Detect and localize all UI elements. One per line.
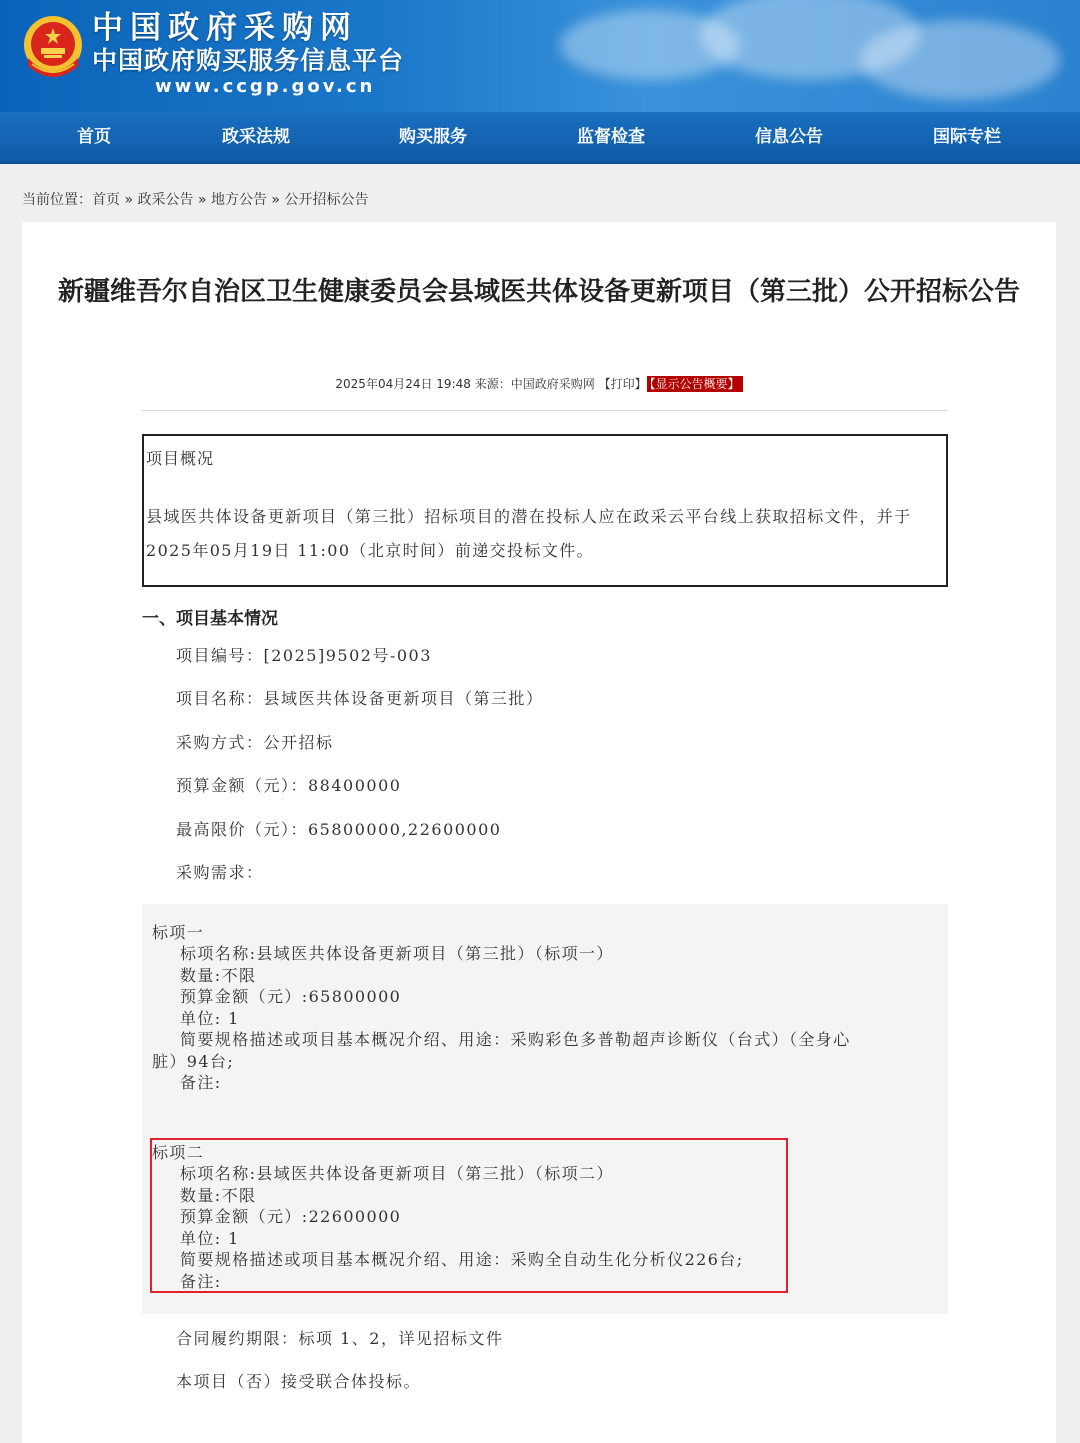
lot2-name: 标项名称:县域医共体设备更新项目（第三批）（标项二）: [180, 1164, 614, 1183]
site-url[interactable]: www.ccgp.gov.cn: [155, 76, 376, 97]
article-date: 2025年04月24日 19:48: [335, 377, 471, 391]
overview-text: 县域医共体设备更新项目（第三批）招标项目的潜在投标人应在政采云平台线上获取招标文件，并于2025年05月19日 11:00（北京时间）前递交投标文件。: [146, 507, 912, 560]
nav-item-announcements[interactable]: 信息公告: [755, 127, 823, 147]
breadcrumb-home[interactable]: 首页: [92, 192, 120, 208]
breadcrumb-procurement-notices[interactable]: 政采公告: [137, 192, 194, 208]
site-subtitle: 中国政府购买服务信息平台: [92, 46, 405, 75]
breadcrumb-separator: »: [271, 192, 280, 208]
lot1-header: 标项一: [152, 923, 205, 942]
field-project-name: 项目名称：县域医共体设备更新项目（第三批）: [176, 689, 544, 708]
nav-item-home[interactable]: 首页: [77, 127, 111, 147]
lot1-budget: 预算金额（元）:65800000: [180, 987, 402, 1006]
field-procurement-method: 采购方式：公开招标: [176, 733, 334, 752]
site-banner: [0, 0, 1080, 112]
lot1-qty: 数量:不限: [180, 966, 257, 985]
lot1-note: 备注:: [180, 1073, 222, 1092]
breadcrumb-separator: »: [124, 192, 134, 208]
main-nav: [0, 112, 1080, 164]
breadcrumb-separator: »: [197, 192, 207, 208]
article-source: 来源：中国政府采购网: [474, 377, 595, 391]
breadcrumb-local-notices[interactable]: 地方公告: [210, 192, 267, 208]
lot2-qty: 数量:不限: [180, 1186, 257, 1205]
national-emblem-icon[interactable]: [22, 14, 84, 80]
nav-item-regulations[interactable]: 政采法规: [222, 127, 290, 147]
lot2-budget: 预算金额（元）:22600000: [180, 1207, 402, 1226]
breadcrumb-public-tender[interactable]: 公开招标公告: [284, 192, 369, 208]
site-title: 中国政府采购网: [92, 10, 358, 46]
lot2-desc: 简要规格描述或项目基本概况介绍、用途：采购全自动生化分析仪226台;: [180, 1250, 744, 1269]
lot2-unit: 单位: 1: [180, 1229, 240, 1248]
lot1-name: 标项名称:县域医共体设备更新项目（第三批）（标项一）: [180, 944, 614, 963]
lot1-unit: 单位: 1: [180, 1009, 240, 1028]
field-requirements: 采购需求：: [176, 863, 264, 882]
breadcrumb: [22, 190, 368, 210]
field-max-price: 最高限价（元）：65800000,22600000: [176, 820, 502, 839]
lot2-note: 备注:: [180, 1272, 222, 1291]
field-budget: 预算金额（元）：88400000: [176, 776, 402, 795]
print-link[interactable]: 【打印】: [598, 377, 647, 391]
meta-divider: [142, 410, 948, 411]
overview-title: 项目概况: [146, 449, 215, 468]
joint-bid-note: 本项目（否）接受联合体投标。: [176, 1372, 422, 1391]
banner-cloud: [860, 20, 1060, 100]
lots-block: [142, 904, 948, 1314]
contract-period: 合同履约期限：标项 1、2，详见招标文件: [176, 1329, 504, 1348]
lot2-header: 标项二: [152, 1143, 205, 1162]
lot1-desc-cont: 脏）94台;: [152, 1052, 235, 1071]
section-heading: 一、项目基本情况: [142, 609, 278, 629]
article-panel: [22, 222, 1056, 1443]
field-project-number: 项目编号：[2025]9502号-003: [176, 646, 432, 665]
project-overview-box: [142, 434, 948, 587]
show-summary-button[interactable]: 【显示公告概要】: [647, 376, 743, 392]
nav-item-supervision[interactable]: 监督检查: [577, 127, 645, 147]
article-title: 新疆维吾尔自治区卫生健康委员会县域医共体设备更新项目（第三批）公开招标公告: [57, 277, 1020, 307]
lot1-desc: 简要规格描述或项目基本概况介绍、用途：采购彩色多普勒超声诊断仪（台式）（全身心: [180, 1030, 851, 1049]
breadcrumb-prefix: 当前位置：: [22, 192, 92, 208]
nav-item-purchase-services[interactable]: 购买服务: [399, 127, 467, 147]
nav-item-international[interactable]: 国际专栏: [933, 127, 1001, 147]
article-meta: [22, 374, 1056, 394]
